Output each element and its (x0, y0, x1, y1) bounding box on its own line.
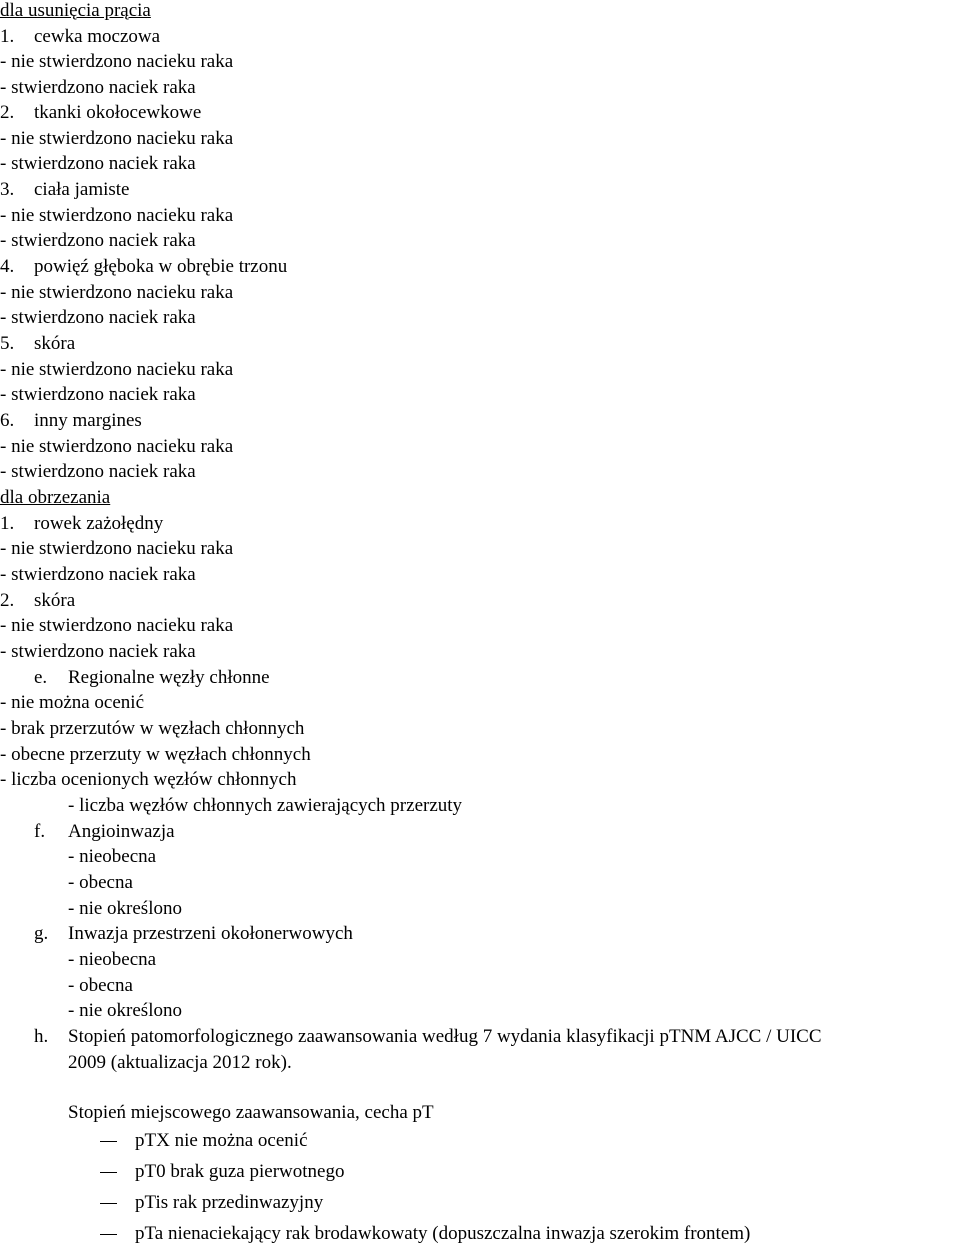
section-e-heading (34, 667, 270, 689)
perineural-option: - obecna (68, 975, 133, 996)
item-label: cewka moczowa (34, 26, 161, 47)
item-label: skóra (34, 590, 76, 611)
margin-item (0, 256, 287, 278)
pt-bullet (0, 1161, 960, 1183)
section-letter: h. (34, 1026, 49, 1047)
angio-option: - obecna (68, 872, 133, 893)
section-title: Angioinwazja (68, 821, 175, 842)
section-letter: e. (34, 667, 48, 688)
margin-item (0, 410, 142, 432)
option-infiltration: - stwierdzono naciek raka (0, 384, 196, 405)
lymph-option: - liczba ocenionych węzłów chłonnych (0, 769, 297, 790)
margin-item (0, 590, 75, 612)
option-no-infiltration: - nie stwierdzono nacieku raka (0, 436, 234, 457)
item-number: 1. (0, 513, 15, 534)
dash-icon (100, 1234, 117, 1235)
perineural-option: - nieobecna (68, 949, 157, 970)
option-infiltration: - stwierdzono naciek raka (0, 307, 196, 328)
section-title-continuation: 2009 (aktualizacja 2012 rok). (68, 1052, 292, 1073)
lymph-option: - brak przerzutów w węzłach chłonnych (0, 718, 305, 739)
dash-icon (100, 1203, 117, 1204)
item-label: tkanki okołocewkowe (34, 102, 202, 123)
lymph-option: - obecne przerzuty w węzłach chłonnych (0, 744, 311, 765)
item-number: 6. (0, 410, 15, 431)
option-infiltration: - stwierdzono naciek raka (0, 564, 196, 585)
option-no-infiltration: - nie stwierdzono nacieku raka (0, 538, 234, 559)
margin-item (0, 26, 160, 48)
pt-subheading: Stopień miejscowego zaawansowania, cecha pT (68, 1102, 434, 1123)
item-number: 5. (0, 333, 15, 354)
section-heading-penectomy: dla usunięcia prącia (0, 0, 151, 21)
pt-bullet (0, 1130, 960, 1152)
section-heading-circumcision: dla obrzezania (0, 487, 111, 508)
item-label: ciała jamiste (34, 179, 130, 200)
angio-option: - nieobecna (68, 846, 157, 867)
option-infiltration: - stwierdzono naciek raka (0, 153, 196, 174)
margin-item (0, 179, 129, 201)
section-letter: f. (34, 821, 46, 842)
pt-bullet (0, 1223, 960, 1245)
lymph-suboption: - liczba węzłów chłonnych zawierających przerzuty (68, 795, 463, 816)
section-letter: g. (34, 923, 49, 944)
option-no-infiltration: - nie stwierdzono nacieku raka (0, 615, 234, 636)
pt-bullet (0, 1192, 960, 1214)
item-number: 3. (0, 179, 15, 200)
option-no-infiltration: - nie stwierdzono nacieku raka (0, 282, 234, 303)
pt-bullet-text: pTX nie można ocenić (135, 1130, 308, 1151)
perineural-option: - nie określono (68, 1000, 182, 1021)
item-number: 2. (0, 590, 15, 611)
item-number: 4. (0, 256, 15, 277)
lymph-option: - nie można ocenić (0, 692, 145, 713)
section-title: Inwazja przestrzeni okołonerwowych (68, 923, 353, 944)
option-no-infiltration: - nie stwierdzono nacieku raka (0, 51, 234, 72)
margin-item (0, 333, 75, 355)
pt-bullet-text: pTa nienaciekający rak brodawkowaty (dopuszczalna inwazja szerokim frontem) (135, 1223, 751, 1244)
item-label: powięź głęboka w obrębie trzonu (34, 256, 288, 277)
pt-bullet-text: pTis rak przedinwazyjny (135, 1192, 324, 1213)
option-no-infiltration: - nie stwierdzono nacieku raka (0, 128, 234, 149)
item-label: skóra (34, 333, 76, 354)
margin-item (0, 102, 201, 124)
section-h-heading (34, 1026, 822, 1048)
option-no-infiltration: - nie stwierdzono nacieku raka (0, 359, 234, 380)
option-infiltration: - stwierdzono naciek raka (0, 77, 196, 98)
option-infiltration: - stwierdzono naciek raka (0, 230, 196, 251)
dash-icon (100, 1172, 117, 1173)
option-infiltration: - stwierdzono naciek raka (0, 461, 196, 482)
section-title: Stopień patomorfologicznego zaawansowania według 7 wydania klasyfikacji pTNM AJCC / UICC (68, 1026, 822, 1047)
angio-option: - nie określono (68, 898, 182, 919)
item-number: 1. (0, 26, 15, 47)
option-infiltration: - stwierdzono naciek raka (0, 641, 196, 662)
section-title: Regionalne węzły chłonne (68, 667, 270, 688)
section-g-heading (34, 923, 353, 945)
section-f-heading (34, 821, 175, 843)
item-label: inny margines (34, 410, 142, 431)
margin-item (0, 513, 163, 535)
item-label: rowek zażołędny (34, 513, 164, 534)
item-number: 2. (0, 102, 15, 123)
dash-icon (100, 1141, 117, 1142)
pt-bullet-text: pT0 brak guza pierwotnego (135, 1161, 345, 1182)
option-no-infiltration: - nie stwierdzono nacieku raka (0, 205, 234, 226)
